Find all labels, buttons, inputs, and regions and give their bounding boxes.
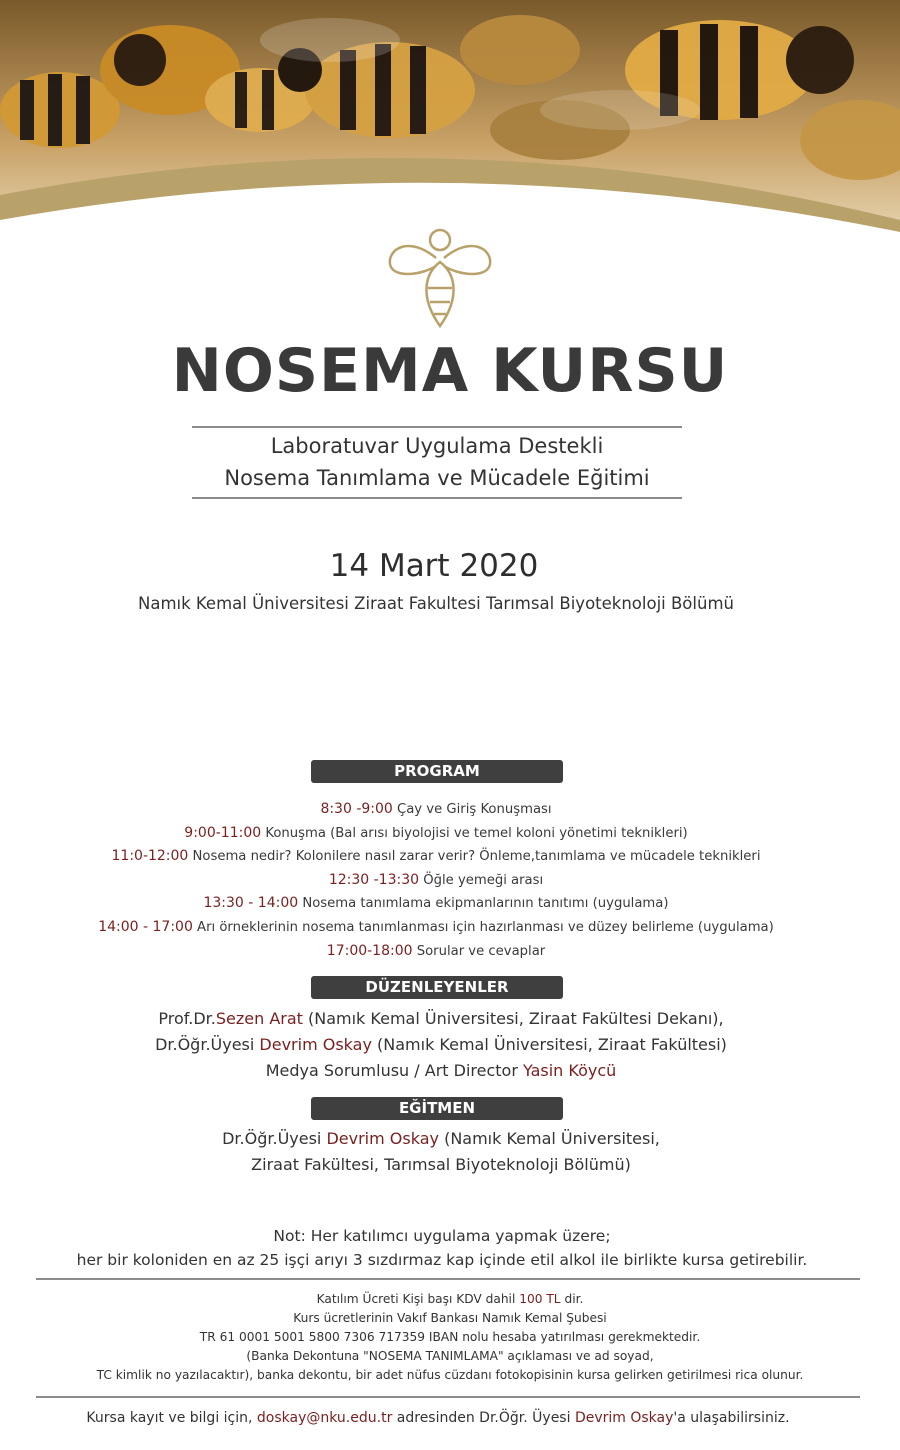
organizer-name: Yasin Köycü: [523, 1061, 617, 1080]
subtitle: [192, 430, 682, 494]
program-time: 13:30 - 14:00: [203, 895, 299, 912]
program-desc: Konuşma (Bal arısı biyolojisi ve temel koloni yönetimi teknikleri): [261, 825, 688, 841]
note-line-1: Not: Her katılımcı uygulama yapmak üzere;: [273, 1227, 611, 1245]
program-item: [0, 798, 872, 822]
contact-text: Kursa kayıt ve bilgi için,: [86, 1410, 257, 1426]
page-title: NOSEMA KURSU: [171, 336, 729, 406]
program-desc: Sorular ve cevaplar: [412, 943, 546, 959]
program-time: 14:00 - 17:00: [98, 918, 193, 935]
program-time: 9:00-11:00: [184, 824, 262, 841]
fee-info: [0, 1290, 900, 1385]
program-time: 17:00-18:00: [326, 942, 413, 959]
organizer-affiliation: (Namık Kemal Üniversitesi, Ziraat Fakültesi): [371, 1035, 727, 1054]
program-list: [0, 798, 872, 963]
program-item: [0, 845, 872, 869]
program-desc: Çay ve Giriş Konuşması: [392, 802, 552, 817]
divider-bottom: [192, 497, 682, 499]
program-desc: Arı örneklerinin nosema tanımlanması için hazırlanması ve düzey belirleme (uygulama): [192, 919, 774, 935]
program-time: 8:30 -9:00: [320, 801, 393, 817]
program-desc: Öğle yemeği arası: [419, 872, 544, 888]
contact-text: adresinden Dr.Öğr. Üyesi: [392, 1410, 575, 1426]
fee-suffix: dir.: [560, 1292, 584, 1306]
fee-line: TC kimlik no yazılacaktır), banka dekontu, bir adet nüfus cüzdanı fotokopisinin kursa gelirken getirilmesi rica olunur.: [96, 1368, 804, 1382]
organizer-name: Devrim Oskay: [259, 1035, 372, 1054]
program-item: [0, 916, 872, 940]
organizer-affiliation: (Namık Kemal Üniversitesi, Ziraat Fakültesi Dekanı),: [302, 1009, 724, 1028]
subtitle-line-1: Laboratuvar Uygulama Destekli: [270, 434, 604, 458]
participant-note: [0, 1224, 884, 1272]
contact-name: Devrim Oskay: [574, 1410, 674, 1426]
fee-line: (Banka Dekontuna "NOSEMA TANIMLAMA" açıklaması ve ad soyad,: [246, 1349, 654, 1363]
program-item: [0, 940, 872, 964]
trainer-heading: EĞİTMEN: [311, 1097, 563, 1120]
trainer-line: [0, 1126, 882, 1152]
fee-amount: 100 TL: [519, 1292, 561, 1306]
program-heading: PROGRAM: [311, 760, 563, 783]
trainer-info: [0, 1126, 882, 1178]
organizer-title: Medya Sorumlusu / Art Director: [265, 1061, 523, 1080]
organizer-line: [0, 1058, 882, 1084]
trainer-affiliation: (Namık Kemal Üniversitesi,: [438, 1129, 660, 1148]
fee-line: [0, 1290, 900, 1309]
organizer-line: [0, 1006, 882, 1032]
organizer-title: Dr.Öğr.Üyesi: [155, 1035, 260, 1054]
trainer-title: Dr.Öğr.Üyesi: [222, 1129, 327, 1148]
event-venue: Namık Kemal Üniversitesi Ziraat Fakultesi Tarımsal Biyoteknoloji Bölümü: [138, 594, 734, 613]
divider-note: [36, 1278, 860, 1280]
program-time: 11:0-12:00: [111, 848, 189, 865]
organizer-line: [0, 1032, 882, 1058]
trainer-name: Devrim Oskay: [326, 1129, 439, 1148]
subtitle-line-2: Nosema Tanımlama ve Mücadele Eğitimi: [224, 466, 650, 490]
fee-label: Katılım Ücreti Kişi başı KDV dahil: [316, 1292, 520, 1306]
program-time: 12:30 -13:30: [328, 871, 420, 888]
contact-text: 'a ulaşabilirsiniz.: [673, 1410, 790, 1426]
program-item: [0, 869, 872, 893]
organizer-name: Sezen Arat: [215, 1009, 303, 1028]
program-item: [0, 892, 872, 916]
divider-top: [192, 426, 682, 428]
organizer-title: Prof.Dr.: [158, 1009, 216, 1028]
program-item: [0, 822, 872, 846]
hero-bee-photo: [0, 0, 900, 240]
organizers-heading: DÜZENLEYENLER: [311, 976, 563, 999]
program-desc: Nosema tanımlama ekipmanlarının tanıtımı (uygulama): [298, 896, 669, 912]
bee-logo-icon: [380, 218, 500, 336]
trainer-line: Ziraat Fakültesi, Tarımsal Biyoteknoloji Bölümü): [251, 1155, 631, 1174]
program-desc: Nosema nedir? Kolonilere nasıl zarar verir? Önleme,tanımlama ve mücadele teknikleri: [188, 849, 761, 865]
contact-info: [0, 1410, 876, 1426]
contact-email-link[interactable]: doskay@nku.edu.tr: [256, 1410, 393, 1426]
fee-line: TR 61 0001 5001 5800 7306 717359 IBAN nolu hesaba yatırılması gerekmektedir.: [199, 1330, 701, 1344]
organizers-list: [0, 1006, 882, 1084]
event-date: 14 Mart 2020: [329, 548, 539, 584]
note-line-2: her bir koloniden en az 25 işçi arıyı 3 sızdırmaz kap içinde etil alkol ile birlikte kursa getirebilir.: [76, 1251, 808, 1269]
divider-fee: [36, 1396, 860, 1398]
fee-line: Kurs ücretlerinin Vakıf Bankası Namık Kemal Şubesi: [293, 1311, 607, 1325]
